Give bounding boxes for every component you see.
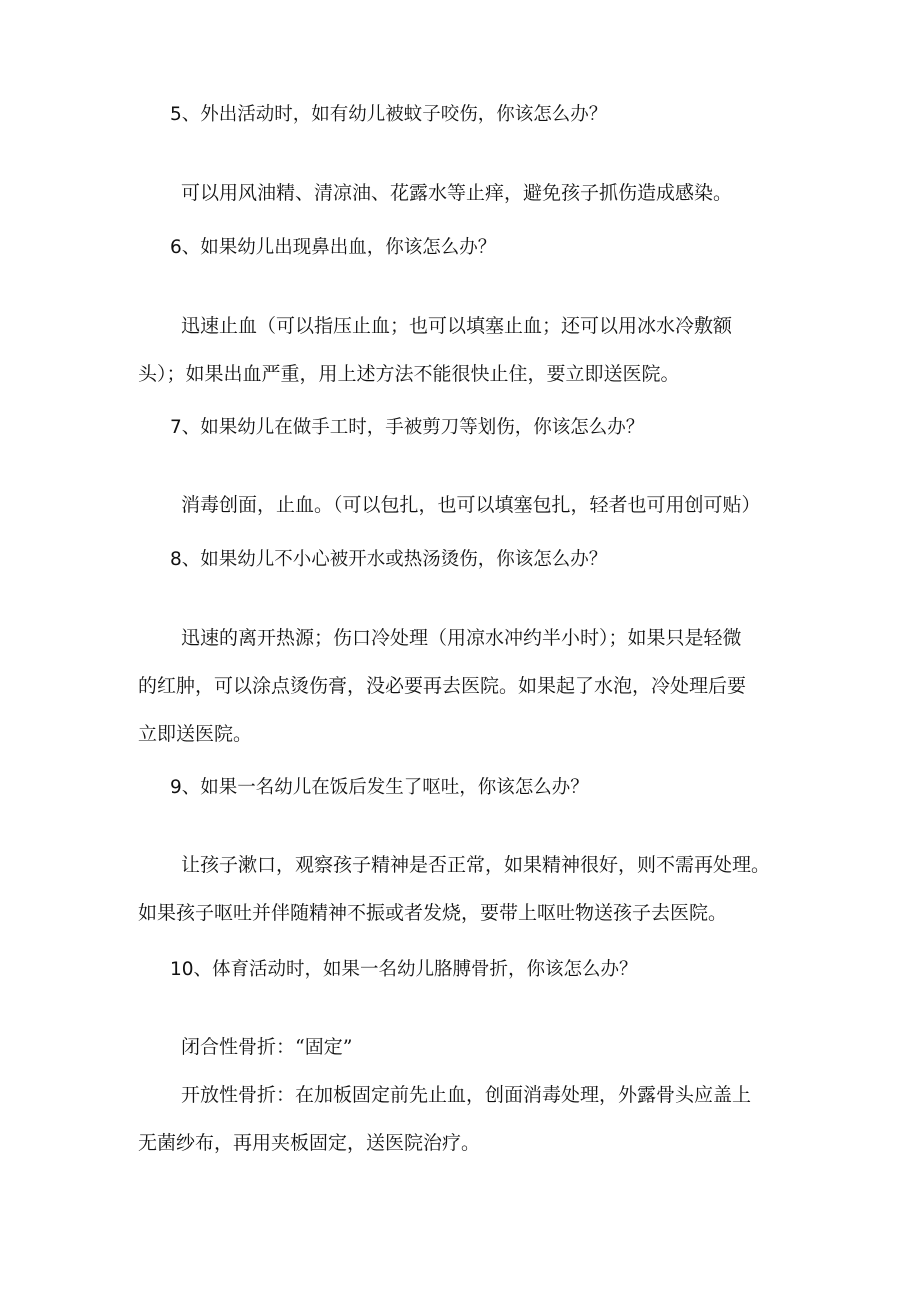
question-6: 6、如果幼儿出现鼻出血，你该怎么办？ (170, 237, 497, 258)
question-5: 5、外出活动时，如有幼儿被蚊子咬伤，你该怎么办？ (170, 104, 608, 125)
question-8: 8、如果幼儿不小心被开水或热汤烫伤，你该怎么办？ (170, 549, 608, 570)
answer-7-line-1: 消毒创面，止血。（可以包扎，也可以填塞包扎，轻者也可用创可贴） (181, 494, 761, 516)
answer-9-line-2: 如果孩子呕吐并伴随精神不振或者发烧，要带上呕吐物送孩子去医院。 (138, 902, 728, 924)
answer-6-line-2: 头）；如果出血严重，用上述方法不能很快止住，要立即送医院。 (138, 363, 680, 385)
answer-5-line-1: 可以用风油精、清凉油、花露水等止痒，避免孩子抓伤造成感染。 (181, 182, 733, 204)
answer-10-line-2: 开放性骨折：在加板固定前先止血，创面消毒处理，外露骨头应盖上 (181, 1084, 752, 1106)
answer-8-line-2: 的红肿，可以涂点烫伤膏，没必要再去医院。如果起了水泡，冷处理后要 (138, 675, 747, 697)
question-10: 10、体育活动时，如果一名幼儿胳膊骨折，你该怎么办？ (170, 959, 638, 980)
answer-10-line-3: 无菌纱布，再用夹板固定，送医院治疗。 (138, 1132, 481, 1154)
answer-8-line-3: 立即送医院。 (138, 723, 253, 745)
answer-6-line-1: 迅速止血（可以指压止血；也可以填塞止血；还可以用冰水冷敷额 (181, 315, 733, 337)
question-7: 7、如果幼儿在做手工时，手被剪刀等划伤，你该怎么办？ (170, 417, 645, 438)
answer-9-line-1: 让孩子漱口，观察孩子精神是否正常，如果精神很好，则不需再处理。 (181, 854, 771, 876)
answer-8-line-1: 迅速的离开热源；伤口冷处理（用凉水冲约半小时）；如果只是轻微 (181, 627, 742, 649)
question-9: 9、如果一名幼儿在饭后发生了呕吐，你该怎么办？ (170, 777, 589, 798)
answer-10-line-1: 闭合性骨折：“固定” (181, 1036, 353, 1058)
